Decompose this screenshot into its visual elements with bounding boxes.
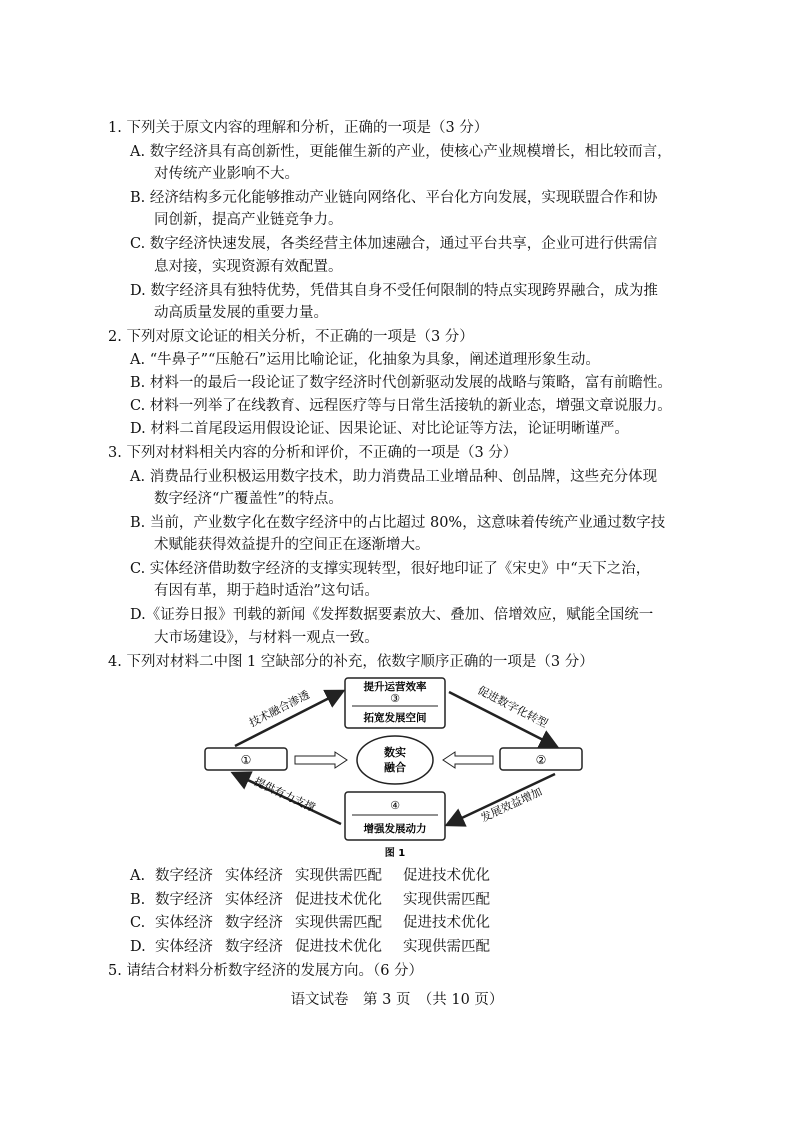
question-4-option-a xyxy=(130,866,490,886)
option-item: 实体经济 xyxy=(225,892,283,908)
diagram-center-line1: 数实 xyxy=(384,746,406,759)
question-4-option-d xyxy=(130,937,490,957)
question-3-stem: 3. 下列对材料相关内容的分析和评价，不正确的一项是（3 分） xyxy=(108,445,518,461)
option-label: A. xyxy=(130,868,146,884)
question-3-option-b-cont: 术赋能获得效益提升的空间正在逐渐增大。 xyxy=(154,537,430,553)
diagram-arrow-left-to-center xyxy=(295,752,347,768)
diagram-center-ellipse xyxy=(357,736,433,784)
option-item: 实体经济 xyxy=(225,868,283,884)
question-2-stem: 2. 下列对原文论证的相关分析，不正确的一项是（3 分） xyxy=(108,329,474,345)
question-1-option-d-cont: 动高质量发展的重要力量。 xyxy=(154,305,328,321)
question-1-option-a: A. 数字经济具有高创新性，更能催生新的产业，使核心产业规模增长，相比较而言， xyxy=(130,144,672,160)
diagram-center-line2: 融合 xyxy=(384,761,406,774)
diagram-top-bottom: 拓宽发展空间 xyxy=(363,712,427,724)
option-label: D. xyxy=(130,939,146,955)
question-3-option-a-cont: 数字经济“广覆盖性”的特点。 xyxy=(154,491,343,507)
diagram-label-digital-transform: 促进数字化转型 xyxy=(475,683,550,731)
diagram-label-benefit: 发展效益增加 xyxy=(478,784,545,825)
option-label: C. xyxy=(130,915,146,931)
option-item: 促进技术优化 xyxy=(295,892,382,908)
diagram-label-tech-fusion: 技术融合渗透 xyxy=(247,688,312,730)
diagram-right-num: ② xyxy=(535,753,547,767)
question-1-option-c: C. 数字经济快速发展，各类经营主体加速融合，通过平台共享，企业可进行供需信 xyxy=(130,236,658,252)
option-item: 促进技术优化 xyxy=(295,939,382,955)
question-1-option-b-cont: 同创新，提高产业链竞争力。 xyxy=(154,212,343,228)
option-label: B. xyxy=(130,892,146,908)
question-1-option-b: B. 经济结构多元化能够推动产业链向网络化、平台化方向发展，实现联盟合作和协 xyxy=(130,190,658,206)
option-item: 促进技术优化 xyxy=(403,915,490,931)
page-footer: 语文试卷 第 3 页 （共 10 页） xyxy=(290,992,504,1008)
option-item: 实现供需匹配 xyxy=(295,868,382,884)
question-1-option-a-cont: 对传统产业影响不大。 xyxy=(154,166,299,182)
option-item: 实体经济 xyxy=(155,915,213,931)
question-2-option-a: A. “牛鼻子”“压舱石”运用比喻论证，化抽象为具象，阐述道理形象生动。 xyxy=(130,352,600,368)
option-item: 促进技术优化 xyxy=(403,868,490,884)
option-item: 数字经济 xyxy=(225,939,283,955)
diagram-top-num: ③ xyxy=(390,692,400,705)
diagram-label-support: 提供有力支撑 xyxy=(251,774,318,815)
option-item: 实现供需匹配 xyxy=(403,892,490,908)
diagram-left-num: ① xyxy=(240,753,252,767)
question-4-option-c xyxy=(130,913,490,933)
question-4-option-b xyxy=(130,890,490,910)
question-1-option-d: D. 数字经济具有独特优势，凭借其自身不受任何限制的特点实现跨界融合，成为推 xyxy=(130,283,658,299)
diagram-arrow-right-to-center xyxy=(443,752,493,768)
diagram-top-title: 提升运营效率 xyxy=(363,681,427,693)
question-3-option-d-cont: 大市场建设》，与材料一观点一致。 xyxy=(154,630,379,646)
diagram-bottom-bottom: 增强发展动力 xyxy=(363,823,427,835)
question-5-stem: 5. 请结合材料分析数字经济的发展方向。（6 分） xyxy=(108,963,424,979)
question-1-stem: 1. 下列关于原文内容的理解和分析，正确的一项是（3 分） xyxy=(108,120,489,136)
option-item: 数字经济 xyxy=(155,892,213,908)
diagram-caption: 图 1 xyxy=(384,848,406,859)
option-item: 实现供需匹配 xyxy=(295,915,382,931)
option-item: 实现供需匹配 xyxy=(403,939,490,955)
question-2-option-d: D. 材料二首尾段运用假设论证、因果论证、对比论证等方法，论证明晰谨严。 xyxy=(130,421,629,437)
question-1-option-c-cont: 息对接，实现资源有效配置。 xyxy=(154,259,343,275)
figure-1-diagram xyxy=(195,674,605,864)
option-item: 实体经济 xyxy=(155,939,213,955)
diagram-bottom-num: ④ xyxy=(390,799,400,812)
option-item: 数字经济 xyxy=(155,868,213,884)
option-item: 数字经济 xyxy=(225,915,283,931)
question-2-option-b: B. 材料一的最后一段论证了数字经济时代创新驱动发展的战略与策略，富有前瞻性。 xyxy=(130,375,672,391)
question-3-option-a: A. 消费品行业积极运用数字技术，助力消费品工业增品种、创品牌，这些充分体现 xyxy=(130,469,658,485)
question-4-stem: 4. 下列对材料二中图 1 空缺部分的补充，依数字顺序正确的一项是（3 分） xyxy=(108,654,594,670)
question-3-option-d: D.《证券日报》刊载的新闻《发挥数据要素放大、叠加、倍增效应，赋能全国统一 xyxy=(130,607,654,623)
question-3-option-c-cont: 有因有革，期于趋时适治”这句话。 xyxy=(154,583,379,599)
question-3-option-c: C. 实体经济借助数字经济的支撑实现转型，很好地印证了《宋史》中“天下之治， xyxy=(130,561,651,577)
question-2-option-c: C. 材料一列举了在线教育、远程医疗等与日常生活接轨的新业态，增强文章说服力。 xyxy=(130,398,672,414)
question-3-option-b: B. 当前，产业数字化在数字经济中的占比超过 80%，这意味着传统产业通过数字技 xyxy=(130,515,666,531)
